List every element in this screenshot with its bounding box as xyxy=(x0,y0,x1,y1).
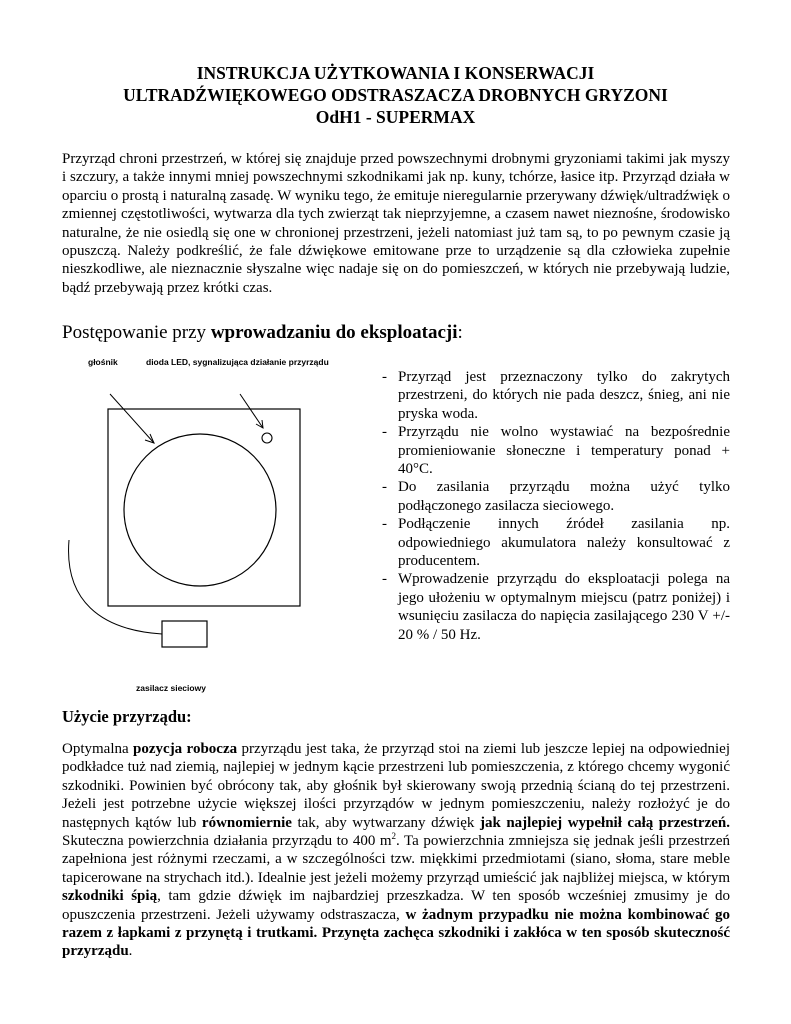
title-line-3: OdH1 - SUPERMAX xyxy=(315,107,476,127)
usage-text: , tam gdzie dźwięk im najbardziej przeszkadza. W ten sposób wcześniej zmusimy je do opuszczenia przestrzeni. Jeżeli używamy odstraszacza, xyxy=(62,888,731,923)
usage-bold: równomiernie xyxy=(201,814,292,831)
usage-heading-colon: : xyxy=(186,707,192,726)
led-circle xyxy=(262,433,272,443)
usage-text: Skuteczna powierzchnia działania przyrządu to 400 m xyxy=(62,833,392,850)
usage-text: . xyxy=(128,943,133,960)
usage-superscript: 2 xyxy=(391,831,397,842)
list-item: - Przyrządu nie wolno wystawiać na bezpośrednie promieniowanie słoneczne i temperatury ponad + 40°C. xyxy=(380,423,730,478)
power-adapter xyxy=(162,621,207,647)
usage-bold: jak najlepiej wypełnił całą przestrzeń. xyxy=(479,814,730,831)
title-line-2: ULTRADŹWIĘKOWEGO ODSTRASZACZA DROBNYCH GRYZONI xyxy=(123,85,668,105)
device-housing xyxy=(108,409,300,606)
installation-rules-list xyxy=(380,368,730,644)
label-led: dioda LED, sygnalizująca działanie przyrządu xyxy=(146,357,329,367)
label-power-adapter: zasilacz sieciowy xyxy=(136,683,206,693)
heading-colon: : xyxy=(457,322,463,343)
list-item: - Wprowadzenie przyrządu do eksploatacji polega na jego ułożeniu w optymalnym miejscu (patrz poniżej) i wsunięciu zasilacza do napięcia zasilającego 230 V +/- 20 % / 50 Hz. xyxy=(380,570,730,644)
title-line-1: INSTRUKCJA UŻYTKOWANIA I KONSERWACJI xyxy=(196,63,595,83)
list-item: - Do zasilania przyrządu można użyć tylko podłączonego zasilacza sieciowego. xyxy=(380,478,730,515)
section-usage-heading xyxy=(62,707,192,727)
label-speaker: głośnik xyxy=(88,357,118,367)
usage-paragraph xyxy=(62,740,730,961)
usage-text: Optymalna xyxy=(62,741,134,757)
usage-bold: szkodniki śpią xyxy=(62,888,158,905)
usage-bold: w żadnym przypadku nie można kombinować go razem z łapkami z przynętą i trutkami. Przynęta zachęca szkodniki i zakłóca w ten sposób skuteczność przyrządu xyxy=(62,906,730,960)
heading-plain-part: Postępowanie przy xyxy=(62,322,211,343)
usage-text: tak, aby wytwarzany dźwięk xyxy=(291,814,480,831)
usage-bold: pozycja robocza xyxy=(133,741,238,757)
power-cable xyxy=(69,540,162,634)
usage-heading-text: Użycie przyrządu xyxy=(62,707,187,726)
usage-text: przyrządu jest taka, że przyrząd stoi na ziemi lub jeszcze lepiej na odpowiedniej podkładce tuż nad ziemią, najlepiej w jednym kącie przestrzeni lub pomieszczenia, z którego chcemy wygonić szkodniki. Powinien być obrócony tak, aby głośnik był skierowany swoją przednią ścianą do tej przestrzeni. Jeżeli jest potrzebne użycie większej ilości przyrządów w jednym pomieszczeniu, należy rozłożyć je do następnych kątów lub xyxy=(62,741,730,831)
usage-text: . Ta powierzchnia zmniejsza się jednak jeśli przestrzeń zapełniona jest różnymi rzeczami, a w szczególności tzw. miękkimi przedmiotami (siano, słoma, stare meble tapicerowane na strychach itd.). Idealnie jest jeżeli możemy przyrząd umieścić jak najbliżej miejsca, w którym xyxy=(62,833,730,886)
intro-paragraph: Przyrząd chroni przestrzeń, w której się znajduje przed powszechnymi drobnymi gryzoniami takimi jak myszy i szczury, a także innymi mniej powszechnymi szkodnikami jak np. kuny, tchórze, łasice itp. Przyrząd działa w oparciu o prostą i naturalną zasadę. W wyniku tego, że emituje nieregularnie przerywany dźwięk/ultradźwięk o zmiennej częstotliwości, wytwarza dla tych zwierząt tak nieprzyjemne, a czasem nawet nieznośne, środowisko naturalne, że nie osiedlą się one w chronionej przestrzeni, jeżeli natomiast już tam są, to po pewnym czasie ją opuszczą. Należy podkreślić, że fale dźwiękowe emitowane prze to urządzenie są dla człowieka zupełnie nieszkodliwe, ale nieznacznie słyszalne więc nadaje się on do pomieszczeń, w których nie przebywają ludzie, bądź przebywają przez krótki czas. xyxy=(62,151,730,296)
speaker-arrow xyxy=(110,394,154,443)
speaker-circle xyxy=(124,434,276,586)
led-arrow xyxy=(240,394,263,428)
list-item: - Podłączenie innych źródeł zasilania np. odpowiedniego akumulatora należy konsultować z producentem. xyxy=(380,515,730,570)
list-item: - Przyrząd jest przeznaczony tylko do zakrytych przestrzeni, do których nie pada deszcz, śnieg, ani nie pryska woda. xyxy=(380,368,730,423)
heading-bold-part: wprowadzaniu do eksploatacji xyxy=(210,322,458,343)
